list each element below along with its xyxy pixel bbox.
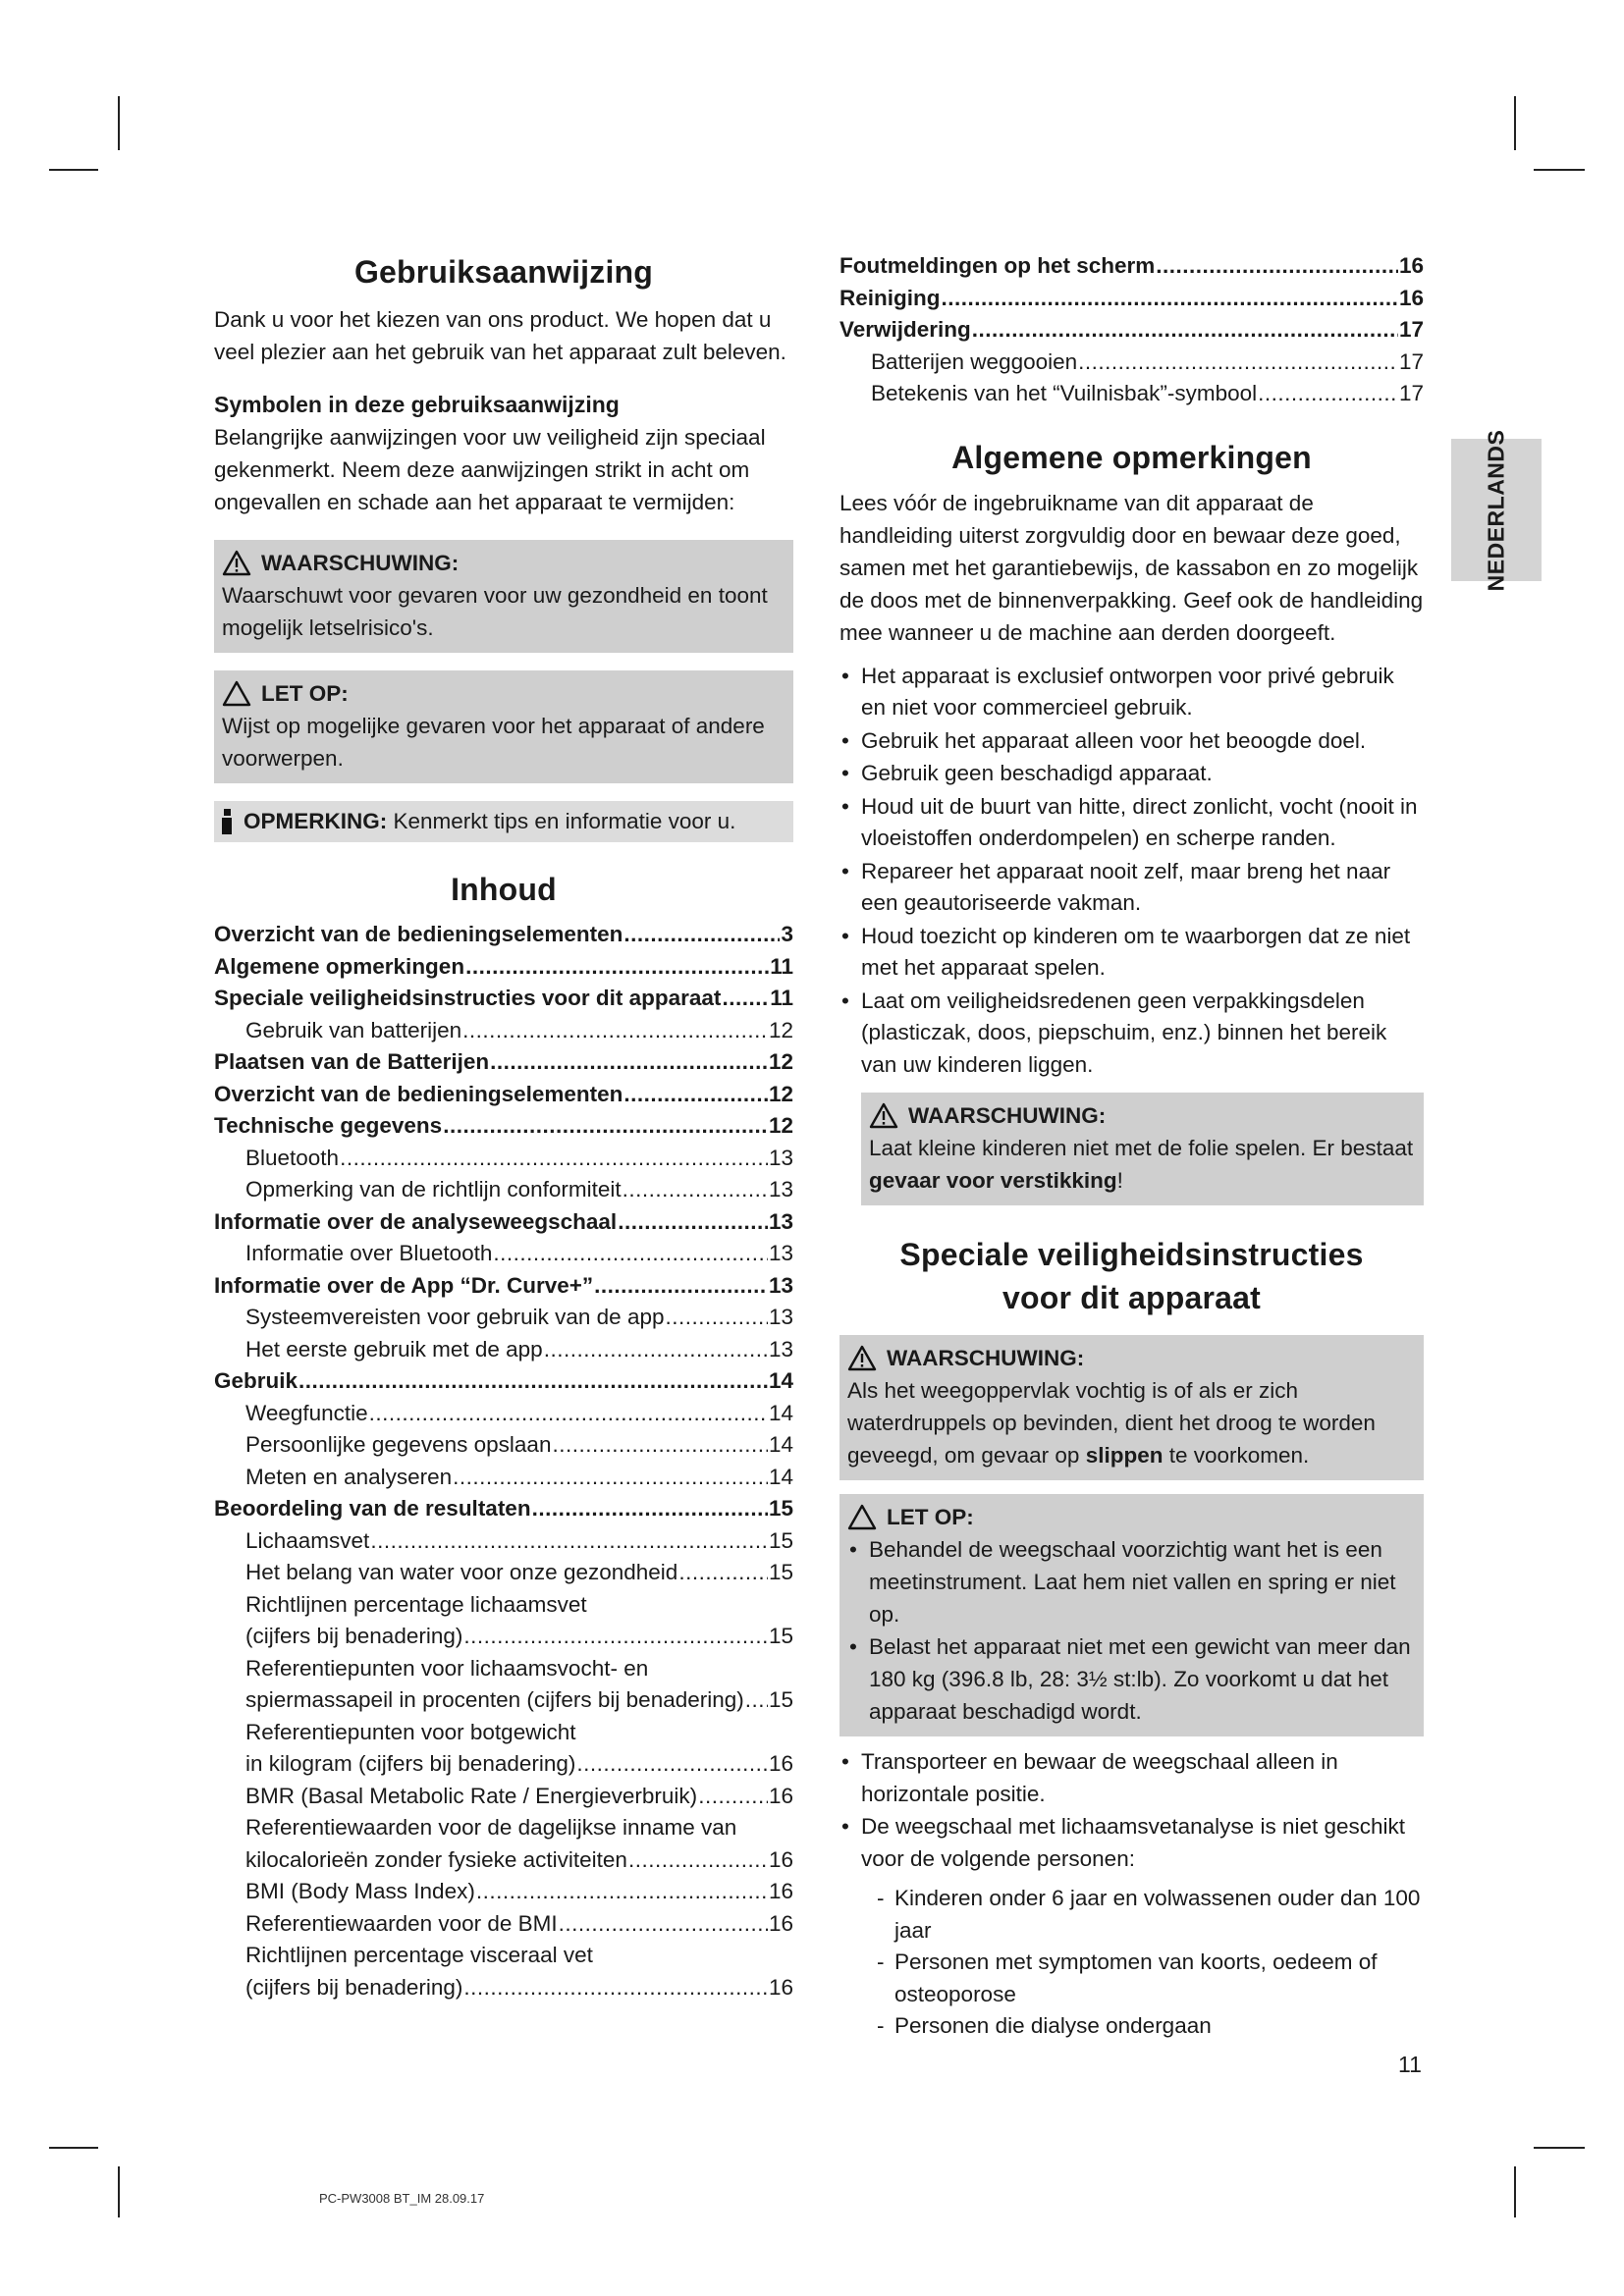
toc-leader-dots: [463, 1972, 768, 2004]
left-column: [214, 250, 793, 2003]
toc-leader-dots: [623, 1079, 768, 1111]
toc-leader-dots: [443, 1110, 768, 1143]
crop-mark: [118, 96, 120, 150]
toc-entry-label: Overzicht van de bedieningselementen: [214, 922, 623, 946]
toc-entry-label: Speciale veiligheidsinstructies voor dit apparaat: [214, 986, 722, 1010]
toc-entry: [214, 1717, 793, 1749]
toc-entry-label: Meten en analyseren: [245, 1464, 453, 1489]
toc-entry: [214, 1143, 793, 1175]
toc-entry-label: in kilogram (cijfers bij benadering): [245, 1751, 576, 1776]
toc-leader-dots: [678, 1557, 768, 1589]
person-item: - Personen met symptomen van koorts, oedeem of osteoporose: [875, 1947, 1424, 2010]
toc-entry: [214, 1238, 793, 1270]
warning-tail: te voorkomen.: [1168, 1443, 1310, 1468]
language-tab: [1451, 429, 1542, 591]
toc-entry: [214, 951, 793, 984]
toc-entry: [214, 1365, 793, 1398]
toc-leader-dots: [942, 283, 1398, 315]
toc-entry-page: 16: [768, 1879, 793, 1903]
page-number: 11: [1398, 2052, 1422, 2077]
list-item: • Gebruik geen beschadigd apparaat.: [839, 758, 1424, 790]
warning-tail: !: [1116, 1168, 1123, 1193]
toc-entry: [214, 983, 793, 1015]
toc-entry-label: Referentiepunten voor lichaamsvocht- en: [245, 1655, 649, 1681]
info-icon: [222, 809, 232, 834]
warning-text: Waarschuwt voor gevaren voor uw gezondheid en toont mogelijk letselrisico's.: [222, 583, 768, 640]
toc-entry-label: Algemene opmerkingen: [214, 953, 465, 979]
toc-entry-page: 12: [768, 1113, 793, 1138]
note-text: Kenmerkt tips en informatie voor u.: [393, 809, 736, 833]
toc-leader-dots: [532, 1493, 768, 1525]
list-item: • De weegschaal met lichaamsvetanalyse is niet geschikt voor de volgende personen:: [839, 1811, 1424, 1875]
toc-leader-dots: [552, 1429, 768, 1462]
toc-entry-label: Batterijen weggooien: [871, 348, 1078, 374]
toc-leader-dots: [369, 1398, 768, 1430]
toc-leader-dots: [453, 1462, 768, 1494]
caution-item: • Belast het apparaat niet met een gewicht van meer dan 180 kg (396.8 lb, 28: 3½ st:lb). Zo voorkomt u dat het apparaat beschadigd wordt.: [847, 1630, 1416, 1728]
intro-text: Dank u voor het kiezen van ons product. We hopen dat u veel plezier aan het gebruik van het apparaat zult beleven.: [214, 307, 786, 364]
toc-entry-page: 16: [768, 1783, 793, 1808]
toc-entry: [214, 1940, 793, 1972]
toc-entry-label: Opmerking van de richtlijn conformiteit: [245, 1177, 622, 1201]
crop-mark: [1534, 169, 1585, 171]
toc-entry-page: 13: [768, 1145, 793, 1170]
toc-entry: [214, 1398, 793, 1430]
toc-entry: [214, 1174, 793, 1206]
toc-leader-dots: [490, 1046, 768, 1079]
toc-entry-label: Richtlijnen percentage lichaamsvet: [245, 1591, 587, 1617]
crop-mark: [118, 2166, 120, 2217]
language-tab-label: NEDERLANDS: [1483, 429, 1509, 591]
toc-entry: [214, 1908, 793, 1941]
toc-entry-page: 16: [768, 1910, 793, 1936]
list-item: • Gebruik het apparaat alleen voor het beoogde doel.: [839, 725, 1424, 758]
toc-entry-page: 12: [768, 1017, 793, 1042]
toc-entry: [839, 283, 1424, 315]
toc-leader-dots: [544, 1334, 768, 1366]
page-title: Gebruiksaanwijzing: [353, 254, 654, 290]
warning-box: [214, 540, 793, 653]
toc-entry: [214, 1079, 793, 1111]
toc-leader-dots: [594, 1270, 768, 1303]
warning-emphasis: slippen: [1085, 1443, 1164, 1468]
toc-entry: [214, 1557, 793, 1589]
toc-entry-page: 13: [768, 1241, 793, 1265]
toc-leader-dots: [698, 1781, 768, 1813]
toc-entry-page: 13: [768, 1272, 793, 1298]
list-item: • Laat om veiligheidsredenen geen verpakkingsdelen (plasticzak, doos, piepschuim, enz.) binnen het bereik van uw kinderen liggen.: [839, 986, 1424, 1082]
list-item: • Het apparaat is exclusief ontworpen voor privé gebruik en niet voor commercieel gebruik.: [839, 661, 1424, 724]
toc-entry-page: 17: [1398, 348, 1424, 374]
note-box: [214, 801, 793, 842]
crop-mark: [1514, 96, 1516, 150]
toc-entry-page: 11: [770, 953, 793, 979]
table-of-contents-continued: [839, 250, 1424, 410]
toc-entry-page: 14: [768, 1432, 793, 1457]
toc-entry-label: Referentiewaarden voor de dagelijkse inname van: [245, 1815, 737, 1840]
toc-leader-dots: [465, 951, 769, 984]
general-text: Lees vóór de ingebruikname van dit apparaat de handleiding uiterst zorgvuldig door en bewaar deze goed, samen met het garantiebewijs, de kassabon en zo mogelijk de doos met de binnenverpakking. Geef ook de handleiding mee wanneer u de machine aan derden doorgeeft.: [839, 490, 1424, 645]
person-item: - Kinderen onder 6 jaar en volwassenen ouder dan 100 jaar: [875, 1883, 1424, 1947]
caution-label: LET OP:: [261, 681, 349, 706]
toc-entry-label: Overzicht van de bedieningselementen: [214, 1081, 623, 1106]
toc-entry-label: Weegfunctie: [245, 1400, 368, 1425]
toc-entry-page: 15: [768, 1624, 793, 1648]
symbols-text: Belangrijke aanwijzingen voor uw veiligheid zijn speciaal gekenmerkt. Neem deze aanwijzingen strikt in acht om ongevallen en schade aan het apparaat te vermijden:: [214, 425, 766, 514]
toc-entry: [214, 1015, 793, 1047]
toc-entry: [214, 1844, 793, 1877]
toc-entry-page: 13: [768, 1305, 793, 1329]
toc-leader-dots: [1078, 347, 1398, 379]
safety-bullet-list: [839, 1746, 1424, 1875]
note-label: OPMERKING:: [244, 809, 388, 833]
toc-entry-label: Beoordeling van de resultaten: [214, 1496, 531, 1521]
caution-text: Wijst op mogelijke gevaren voor het apparaat of andere voorwerpen.: [222, 714, 765, 771]
crop-mark: [49, 169, 98, 171]
toc-leader-dots: [745, 1684, 768, 1717]
toc-entry: [214, 1525, 793, 1558]
warning-icon: [222, 550, 251, 576]
toc-entry-label: Betekenis van het “Vuilnisbak”-symbool: [871, 381, 1258, 405]
warning-text: Als het weegoppervlak vochtig is of als er zich waterdruppels op bevinden, dient het droog te worden geveegd, om gevaar op: [847, 1378, 1376, 1468]
general-title: Algemene opmerkingen: [951, 439, 1312, 475]
toc-entry-label: Informatie over Bluetooth: [245, 1241, 493, 1265]
toc-title: Inhoud: [451, 872, 557, 907]
toc-entry-label: spiermassapeil in procenten (cijfers bij benadering): [245, 1687, 744, 1712]
toc-entry-label: (cijfers bij benadering): [245, 1974, 463, 2000]
toc-leader-dots: [493, 1238, 768, 1270]
toc-entry-label: Referentiepunten voor botgewicht: [245, 1719, 576, 1744]
toc-entry-page: 15: [768, 1560, 793, 1584]
toc-entry: [214, 1429, 793, 1462]
general-bullet-list: [839, 661, 1424, 1082]
toc-leader-dots: [623, 919, 780, 951]
toc-entry: [839, 347, 1424, 379]
crop-mark: [49, 2147, 98, 2149]
caution-label: LET OP:: [887, 1505, 974, 1529]
toc-entry: [214, 1876, 793, 1908]
toc-leader-dots: [628, 1844, 768, 1877]
toc-leader-dots: [618, 1206, 768, 1239]
persons-list: [839, 1883, 1424, 2043]
toc-entry-label: Richtlijnen percentage visceraal vet: [245, 1943, 593, 1967]
toc-entry-label: Gebruik van batterijen: [245, 1017, 462, 1042]
list-item: • Repareer het apparaat nooit zelf, maar breng het naar een geautoriseerde vakman.: [839, 856, 1424, 920]
toc-leader-dots: [623, 1174, 768, 1206]
list-item: • Transporteer en bewaar de weegschaal alleen in horizontale positie.: [839, 1746, 1424, 1810]
toc-entry-page: 14: [768, 1400, 793, 1425]
toc-entry-label: Informatie over de App “Dr. Curve+”: [214, 1272, 594, 1298]
toc-leader-dots: [463, 1621, 768, 1653]
toc-leader-dots: [298, 1365, 768, 1398]
warning-emphasis: gevaar voor verstikking: [869, 1168, 1117, 1193]
toc-entry: [839, 250, 1424, 283]
toc-entry: [214, 1110, 793, 1143]
toc-entry: [214, 1781, 793, 1813]
toc-entry-label: Systeemvereisten voor gebruik van de app: [245, 1305, 665, 1329]
symbols-heading: Symbolen in deze gebruiksaanwijzing: [214, 392, 620, 417]
table-of-contents: [214, 919, 793, 2003]
toc-entry: [839, 314, 1424, 347]
toc-entry-label: Informatie over de analyseweegschaal: [214, 1208, 618, 1234]
toc-entry-page: 11: [770, 986, 793, 1010]
toc-entry-label: Lichaamsvet: [245, 1527, 370, 1553]
toc-entry: [214, 1302, 793, 1334]
toc-entry-page: 3: [781, 922, 793, 946]
crop-mark: [1534, 2147, 1585, 2149]
warning-icon: [869, 1102, 898, 1129]
crop-mark: [1514, 2166, 1516, 2217]
toc-entry: [214, 1684, 793, 1717]
toc-entry-page: 16: [1398, 253, 1424, 278]
toc-entry-page: 16: [1398, 285, 1424, 310]
toc-entry-page: 17: [1398, 317, 1424, 342]
toc-leader-dots: [576, 1748, 768, 1781]
toc-entry-label: Foutmeldingen op het scherm: [839, 253, 1156, 278]
list-item: • Houd uit de buurt van hitte, direct zonlicht, vocht (nooit in vloeistoffen onderdompelen) en scherpe randen.: [839, 791, 1424, 855]
person-item: - Personen die dialyse ondergaan: [875, 2010, 1424, 2043]
toc-entry-label: Verwijdering: [839, 317, 971, 342]
toc-entry: [214, 1812, 793, 1844]
toc-entry-label: Plaatsen van de Batterijen: [214, 1049, 490, 1074]
toc-entry-label: Gebruik: [214, 1368, 298, 1393]
caution-icon: [847, 1504, 877, 1530]
toc-leader-dots: [370, 1525, 768, 1558]
toc-entry-label: Reiniging: [839, 285, 941, 310]
toc-entry: [214, 1621, 793, 1653]
toc-entry-page: 14: [768, 1368, 793, 1393]
list-item: • Houd toezicht op kinderen om te waarborgen dat ze niet met het apparaat spelen.: [839, 921, 1424, 985]
toc-entry-page: 17: [1398, 381, 1424, 405]
toc-entry: [214, 1206, 793, 1239]
toc-entry-page: 15: [768, 1527, 793, 1553]
toc-entry-label: Persoonlijke gegevens opslaan: [245, 1432, 552, 1457]
toc-leader-dots: [1156, 250, 1398, 283]
caution-box: [839, 1494, 1424, 1736]
toc-entry-label: Bluetooth: [245, 1145, 340, 1170]
toc-entry-page: 16: [768, 1751, 793, 1776]
warning-text: Laat kleine kinderen niet met de folie spelen. Er bestaat: [869, 1136, 1414, 1160]
toc-entry: [214, 1972, 793, 2004]
toc-entry-label: Het belang van water voor onze gezondheid: [245, 1560, 678, 1584]
toc-entry: [214, 919, 793, 951]
toc-entry: [214, 1589, 793, 1622]
safety-title-line-2: voor dit apparaat: [1001, 1280, 1261, 1315]
toc-entry-label: Het eerste gebruik met de app: [245, 1336, 543, 1362]
slip-warning-box: [839, 1335, 1424, 1480]
caution-icon: [222, 680, 251, 707]
toc-leader-dots: [666, 1302, 768, 1334]
toc-entry-label: BMR (Basal Metabolic Rate / Energieverbruik): [245, 1783, 698, 1808]
toc-entry: [214, 1046, 793, 1079]
toc-entry-page: 16: [768, 1846, 793, 1872]
toc-leader-dots: [340, 1143, 768, 1175]
toc-entry-page: 15: [768, 1496, 793, 1521]
toc-entry: [214, 1270, 793, 1303]
toc-leader-dots: [722, 983, 769, 1015]
toc-leader-dots: [476, 1876, 768, 1908]
toc-entry-page: 12: [768, 1081, 793, 1106]
toc-entry-label: (cijfers bij benadering): [245, 1624, 463, 1648]
safety-title-line-1: Speciale veiligheidsinstructies: [899, 1237, 1364, 1272]
toc-entry-page: 13: [768, 1208, 793, 1234]
toc-leader-dots: [1258, 378, 1398, 410]
toc-leader-dots: [462, 1015, 768, 1047]
warning-label: WAARSCHUWING:: [887, 1346, 1085, 1370]
warning-label: WAARSCHUWING:: [908, 1103, 1107, 1128]
warning-label: WAARSCHUWING:: [261, 551, 460, 575]
toc-entry: [214, 1493, 793, 1525]
toc-entry: [214, 1748, 793, 1781]
warning-icon: [847, 1345, 877, 1371]
toc-entry-page: 12: [768, 1049, 793, 1074]
right-column: [839, 250, 1424, 2043]
toc-entry: [214, 1334, 793, 1366]
footer-code: PC-PW3008 BT_IM 28.09.17: [319, 2191, 485, 2206]
toc-leader-dots: [559, 1908, 768, 1941]
toc-entry-label: BMI (Body Mass Index): [245, 1879, 475, 1903]
toc-entry: [214, 1653, 793, 1685]
toc-entry: [839, 378, 1424, 410]
toc-entry-page: 14: [768, 1464, 793, 1489]
caution-box: [214, 670, 793, 783]
toc-entry-page: 13: [768, 1336, 793, 1362]
toc-entry: [214, 1462, 793, 1494]
toc-entry-label: Technische gegevens: [214, 1113, 443, 1138]
toc-entry-page: 15: [768, 1687, 793, 1712]
toc-entry-page: 16: [768, 1974, 793, 2000]
caution-list: [847, 1533, 1416, 1728]
toc-leader-dots: [972, 314, 1398, 347]
suffocation-warning-box: [861, 1093, 1424, 1205]
toc-entry-label: kilocalorieën zonder fysieke activiteiten: [245, 1846, 627, 1872]
toc-entry-page: 13: [768, 1177, 793, 1201]
caution-item: • Behandel de weegschaal voorzichtig want het is een meetinstrument. Laat hem niet vallen en spring er niet op.: [847, 1533, 1416, 1630]
toc-entry-label: Referentiewaarden voor de BMI: [245, 1910, 558, 1936]
